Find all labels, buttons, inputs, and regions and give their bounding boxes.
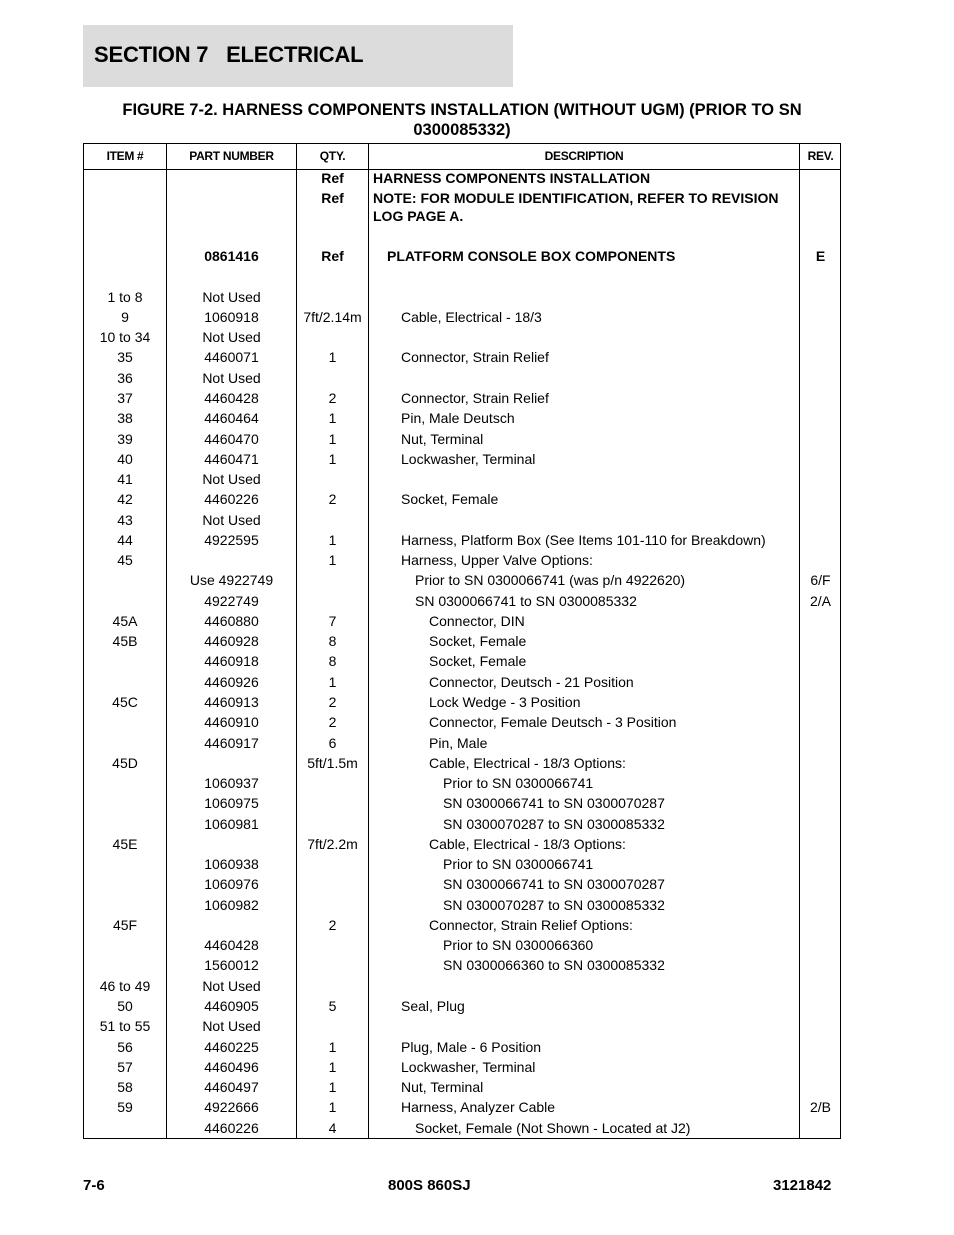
item-number: 41 [117, 471, 133, 487]
item-number: 36 [117, 370, 133, 386]
part-number: 1060976 [204, 876, 259, 892]
description: Connector, Deutsch - 21 Position [429, 674, 634, 690]
description: Socket, Female [429, 653, 527, 669]
description: SN 0300066741 to SN 0300085332 [415, 593, 637, 609]
model-name: 800S 860SJ [388, 1177, 471, 1194]
description: SN 0300070287 to SN 0300085332 [443, 897, 665, 913]
item-number: 45 [117, 552, 133, 568]
table-row [84, 834, 840, 854]
quantity: Ref [321, 190, 344, 206]
table-row [84, 327, 840, 347]
item-number: 1 to 8 [107, 289, 143, 305]
description: Lockwasher, Terminal [401, 1059, 536, 1075]
part-number: Not Used [202, 512, 261, 528]
table-row [84, 246, 840, 266]
quantity: Ref [321, 170, 344, 186]
document-number: 3121842 [773, 1177, 832, 1194]
item-number: 45D [112, 755, 138, 771]
item-number: 45B [112, 633, 138, 649]
part-number: 4922595 [204, 532, 259, 548]
column-header-part-number: PART NUMBER [189, 149, 274, 163]
description: Prior to SN 0300066360 [443, 937, 594, 953]
part-number: Not Used [202, 978, 261, 994]
part-number: 4460905 [204, 998, 259, 1014]
description: Harness, Upper Valve Options: [401, 552, 593, 568]
item-number: 51 to 55 [99, 1018, 151, 1034]
table-row [84, 1057, 840, 1077]
table-row [84, 287, 840, 307]
table-row [84, 915, 840, 935]
table-row [84, 976, 840, 996]
description: Nut, Terminal [401, 431, 484, 447]
description: Cable, Electrical - 18/3 [401, 309, 542, 325]
item-number: 38 [117, 410, 133, 426]
table-row [84, 935, 840, 955]
part-number: 4460918 [204, 653, 259, 669]
item-number: 45F [112, 917, 138, 933]
quantity: 1 [328, 532, 337, 548]
table-row [84, 570, 840, 590]
description: Lock Wedge - 3 Position [429, 694, 581, 710]
table-row [84, 874, 840, 894]
table-row [84, 955, 840, 975]
table-row [84, 1037, 840, 1057]
description: Connector, Strain Relief [401, 349, 549, 365]
table-row [84, 773, 840, 793]
quantity: 1 [328, 451, 337, 467]
section-title: SECTION 7 ELECTRICAL [94, 42, 364, 67]
table-row [84, 510, 840, 530]
part-number: 4460428 [204, 390, 259, 406]
part-number: 4460497 [204, 1079, 259, 1095]
part-number: Not Used [202, 370, 261, 386]
description: PLATFORM CONSOLE BOX COMPONENTS [387, 248, 676, 264]
item-number: 56 [117, 1039, 133, 1055]
item-number: 39 [117, 431, 133, 447]
description: Connector, Strain Relief Options: [429, 917, 633, 933]
item-number: 42 [117, 491, 133, 507]
part-number: 4460917 [204, 735, 259, 751]
quantity: 7 [328, 613, 337, 629]
description: SN 0300070287 to SN 0300085332 [443, 816, 665, 832]
table-row [84, 347, 840, 367]
description: Cable, Electrical - 18/3 Options: [429, 755, 626, 771]
part-number: Use 4922749 [189, 572, 274, 588]
part-number: 4460910 [204, 714, 259, 730]
table-row [84, 631, 840, 651]
table-row [84, 895, 840, 915]
quantity: 2 [328, 491, 337, 507]
table-row [84, 611, 840, 631]
column-header-description: DESCRIPTION [544, 149, 624, 163]
item-number: 35 [117, 349, 133, 365]
table-row [84, 429, 840, 449]
part-number: Not Used [202, 329, 261, 345]
item-number: 46 to 49 [99, 978, 151, 994]
table-row [84, 1016, 840, 1036]
part-number: Not Used [202, 1018, 261, 1034]
table-row [84, 733, 840, 753]
description: Connector, DIN [429, 613, 525, 629]
quantity: 6 [328, 735, 337, 751]
table-row [84, 550, 840, 570]
table-row [84, 651, 840, 671]
part-number: 4460225 [204, 1039, 259, 1055]
quantity: 2 [328, 714, 337, 730]
part-number: 4460913 [204, 694, 259, 710]
figure-title: FIGURE 7-2. HARNESS COMPONENTS INSTALLATION (WITHOUT UGM) (PRIOR TO SN 0300085332) [122, 101, 802, 139]
description: Socket, Female (Not Shown - Located at J2) [415, 1120, 691, 1136]
table-row [84, 753, 840, 773]
table-row [84, 469, 840, 489]
description: Lockwasher, Terminal [401, 451, 536, 467]
description: HARNESS COMPONENTS INSTALLATION [373, 170, 651, 186]
description: SN 0300066741 to SN 0300070287 [443, 795, 665, 811]
quantity: 2 [328, 694, 337, 710]
section-header [83, 25, 513, 87]
part-number: 1060938 [204, 856, 259, 872]
revision: 2/B [809, 1099, 831, 1115]
description: Socket, Female [401, 491, 499, 507]
part-number: 4460470 [204, 431, 259, 447]
table-row [84, 188, 840, 228]
table-row [84, 449, 840, 469]
part-number: 0861416 [204, 248, 259, 264]
description: Prior to SN 0300066741 (was p/n 4922620) [415, 572, 686, 588]
description: Seal, Plug [401, 998, 465, 1014]
quantity: 1 [328, 674, 337, 690]
table-row [84, 793, 840, 813]
item-number: 45E [112, 836, 138, 852]
item-number: 45A [112, 613, 138, 629]
table-row [84, 1118, 840, 1138]
table-row [84, 1077, 840, 1097]
quantity: 4 [328, 1120, 337, 1136]
table-row [84, 168, 840, 188]
quantity: 7ft/2.14m [303, 309, 362, 325]
description: Harness, Platform Box (See Items 101-110 for Breakdown) [401, 532, 766, 548]
table-row [84, 388, 840, 408]
description: Connector, Female Deutsch - 3 Position [429, 714, 677, 730]
part-number: 4460880 [204, 613, 259, 629]
table-row [84, 854, 840, 874]
quantity: 2 [328, 390, 337, 406]
part-number: 4460464 [204, 410, 259, 426]
column-header-item: ITEM # [106, 149, 144, 163]
quantity: 7ft/2.2m [307, 836, 358, 852]
description: Pin, Male [429, 735, 488, 751]
table-row [84, 1097, 840, 1117]
table-row [84, 591, 840, 611]
item-number: 43 [117, 512, 133, 528]
quantity: 1 [328, 1079, 337, 1095]
part-number: 4460926 [204, 674, 259, 690]
quantity: 2 [328, 917, 337, 933]
description: Cable, Electrical - 18/3 Options: [429, 836, 626, 852]
table-row [84, 712, 840, 732]
quantity: 5 [328, 998, 337, 1014]
table-row [84, 692, 840, 712]
item-number: 58 [117, 1079, 133, 1095]
part-number: 4460226 [204, 491, 259, 507]
item-number: 57 [117, 1059, 133, 1075]
page-number: 7-6 [83, 1177, 105, 1194]
revision: 6/F [810, 572, 831, 588]
description: SN 0300066360 to SN 0300085332 [443, 957, 665, 973]
part-number: 4922666 [204, 1099, 259, 1115]
revision: 2/A [809, 593, 831, 609]
item-number: 40 [117, 451, 133, 467]
part-number: 4460928 [204, 633, 259, 649]
parts-table [83, 143, 841, 1139]
part-number: 1060975 [204, 795, 259, 811]
description: Connector, Strain Relief [401, 390, 549, 406]
part-number: 4460071 [204, 349, 259, 365]
table-row [84, 408, 840, 428]
description: Socket, Female [429, 633, 527, 649]
table-row [84, 489, 840, 509]
part-number: Not Used [202, 471, 261, 487]
part-number: 1060981 [204, 816, 259, 832]
part-number: 4460471 [204, 451, 259, 467]
quantity: Ref [321, 248, 344, 264]
column-header-rev: REV. [807, 149, 834, 163]
part-number: 1060918 [204, 309, 259, 325]
part-number: 1560012 [204, 957, 259, 973]
quantity: 1 [328, 349, 337, 365]
table-row [84, 672, 840, 692]
item-number: 37 [117, 390, 133, 406]
part-number: Not Used [202, 289, 261, 305]
quantity: 1 [328, 431, 337, 447]
item-number: 50 [117, 998, 133, 1014]
description: Nut, Terminal [401, 1079, 484, 1095]
item-number: 45C [112, 694, 138, 710]
table-row [84, 307, 840, 327]
description: Prior to SN 0300066741 [443, 775, 594, 791]
table-row [84, 368, 840, 388]
quantity: 1 [328, 1099, 337, 1115]
part-number: 4460226 [204, 1120, 259, 1136]
quantity: 1 [328, 1039, 337, 1055]
part-number: 4460428 [204, 937, 259, 953]
quantity: 8 [328, 653, 337, 669]
quantity: 1 [328, 410, 337, 426]
column-header-qty: QTY. [319, 149, 346, 163]
description: NOTE: FOR MODULE IDENTIFICATION, REFER TO REVISION LOG PAGE A. [373, 190, 779, 224]
description: SN 0300066741 to SN 0300070287 [443, 876, 665, 892]
table-row [84, 530, 840, 550]
quantity: 5ft/1.5m [307, 755, 358, 771]
part-number: 4922749 [204, 593, 259, 609]
description: Plug, Male - 6 Position [401, 1039, 542, 1055]
description: Pin, Male Deutsch [401, 410, 515, 426]
table-row [84, 814, 840, 834]
description: Prior to SN 0300066741 [443, 856, 594, 872]
part-number: 1060982 [204, 897, 259, 913]
part-number: 1060937 [204, 775, 259, 791]
table-row [84, 996, 840, 1016]
description: Harness, Analyzer Cable [401, 1099, 556, 1115]
quantity: 1 [328, 1059, 337, 1075]
part-number: 4460496 [204, 1059, 259, 1075]
quantity: 1 [328, 552, 337, 568]
item-number: 44 [117, 532, 133, 548]
item-number: 9 [121, 309, 129, 325]
quantity: 8 [328, 633, 337, 649]
revision: E [815, 248, 826, 264]
item-number: 10 to 34 [99, 329, 151, 345]
item-number: 59 [117, 1099, 133, 1115]
